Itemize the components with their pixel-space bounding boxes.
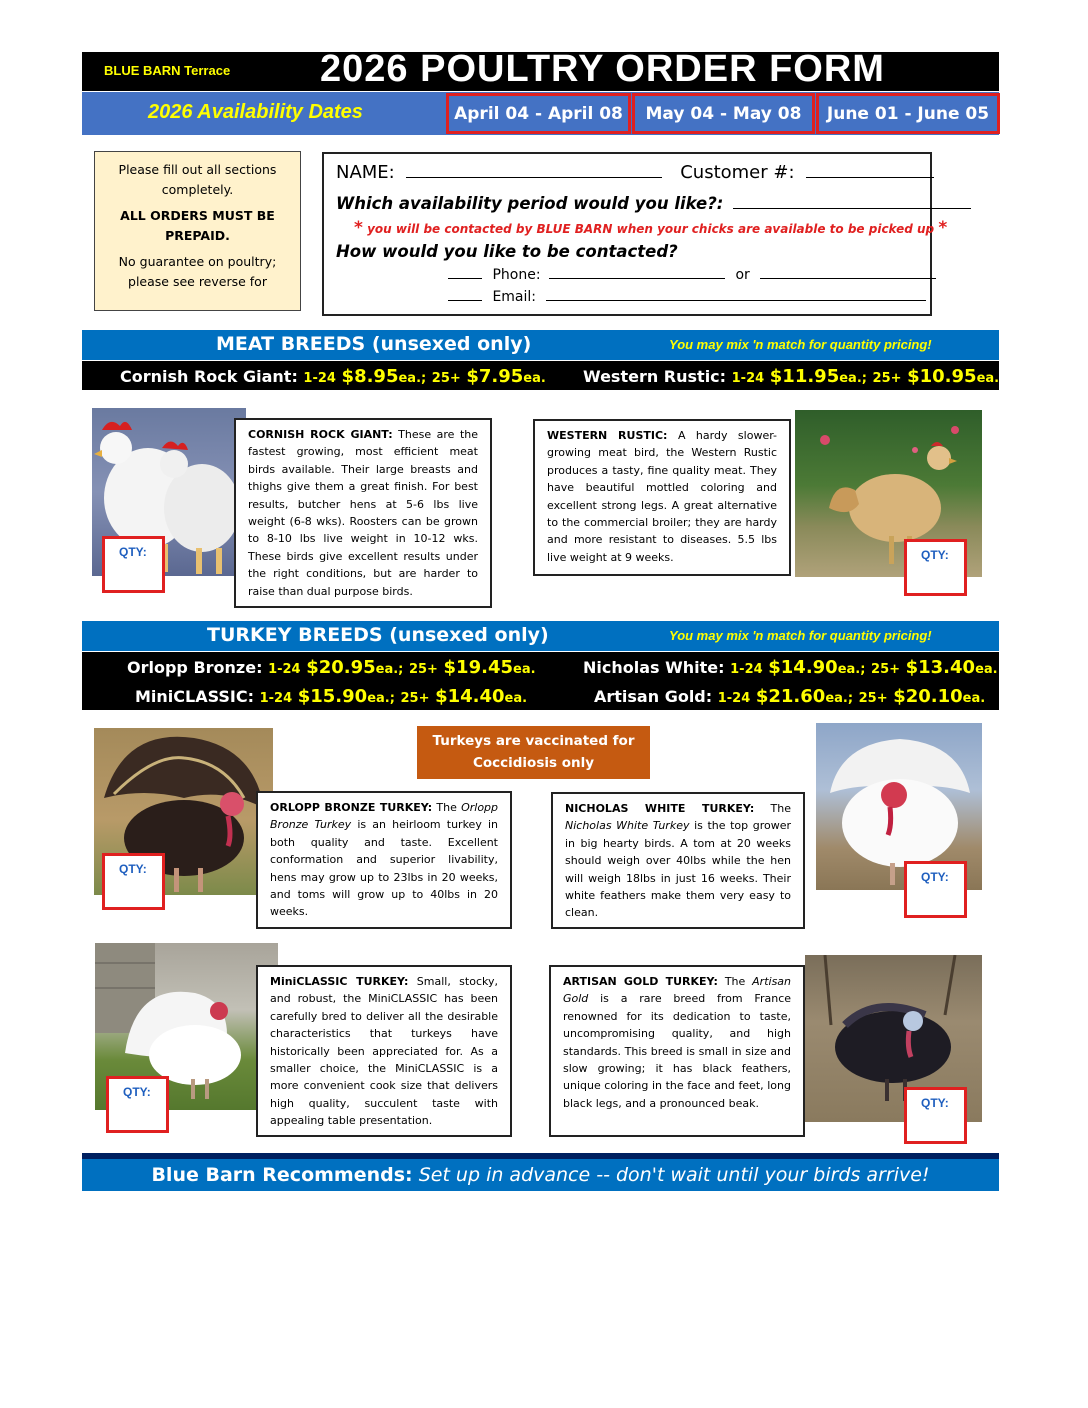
price-nicholas: Nicholas White: 1-24 $14.90ea.; 25+ $13.40ea.	[583, 657, 998, 678]
phone-label: Phone:	[492, 267, 541, 283]
desc-orlopp-pre: The	[436, 801, 457, 814]
contact-question: How would you like to be contacted?	[336, 242, 678, 261]
desc-nicholas-head: NICHOLAS WHITE TURKEY:	[565, 802, 755, 815]
desc-artisan-italic: Artisan Gold	[563, 975, 792, 1006]
page-title: 2026 POULTRY ORDER FORM	[320, 48, 885, 90]
turkey-mix-note: You may mix 'n match for quantity pricing!	[669, 628, 932, 643]
qty-label: QTY:	[123, 1085, 151, 1099]
date-option-may[interactable]: May 04 - May 08	[632, 93, 815, 134]
qty-artisan[interactable]	[904, 1087, 967, 1144]
note-star-left: *	[354, 218, 363, 238]
qty-cornish[interactable]	[102, 536, 165, 593]
desc-orlopp-head: ORLOPP BRONZE TURKEY:	[270, 801, 433, 814]
brand-name: BLUE BARN Terrace	[104, 63, 231, 78]
qty-western[interactable]	[904, 539, 967, 596]
period-question: Which availability period would you like?:	[336, 194, 724, 213]
qty-orlopp[interactable]	[102, 853, 165, 910]
meat-section-title: MEAT BREEDS (unsexed only)	[216, 333, 532, 355]
name-label: NAME:	[336, 162, 395, 183]
customer-form	[322, 152, 948, 316]
qty-label: QTY:	[921, 1096, 949, 1110]
qty-label: QTY:	[921, 870, 949, 884]
price-orlopp: Orlopp Bronze: 1-24 $20.95ea.; 25+ $19.45ea.	[127, 657, 536, 678]
phone-alt-field[interactable]	[760, 267, 936, 279]
desc-western-body: A hardy slower-growing meat bird, the Western Rustic produces a tasty, fine quality meat. They have beautiful mottled coloring and excellent strong legs. A great alternative to the commercial broiler; they are hardy and more resistant to diseases. 5.5 lbs live weight at 9 weeks.	[547, 429, 777, 564]
desc-western	[533, 419, 791, 576]
qty-miniclassic[interactable]	[106, 1076, 169, 1133]
phone-field[interactable]	[549, 267, 725, 279]
instructions-fill: Please fill out all sections completely.	[118, 162, 277, 197]
vaccination-note: Turkeys are vaccinated for Coccidiosis only	[417, 726, 650, 779]
recommendation-banner	[82, 1153, 999, 1191]
qty-label: QTY:	[921, 548, 949, 562]
name-field[interactable]	[406, 164, 662, 178]
availability-title: 2026 Availability Dates	[148, 101, 363, 123]
email-field[interactable]	[546, 289, 926, 301]
meat-mix-note: You may mix 'n match for quantity pricing!	[669, 337, 932, 352]
note-star-right: *	[938, 218, 948, 238]
desc-miniclassic	[256, 965, 512, 1137]
desc-cornish-head: CORNISH ROCK GIANT:	[248, 428, 393, 441]
desc-orlopp	[256, 791, 512, 929]
instructions-box	[94, 151, 301, 311]
desc-artisan-head: ARTISAN GOLD TURKEY:	[563, 975, 718, 988]
desc-nicholas-body: is the top grower in big hearty birds. A tom at 20 weeks should weigh over 40lbs while the hen will weigh 18lbs in just 16 weeks. Their white feathers make them very easy to clean.	[565, 819, 791, 920]
turkey-section-title: TURKEY BREEDS (unsexed only)	[207, 624, 549, 646]
phone-checkbox-line[interactable]	[448, 267, 482, 279]
desc-artisan	[549, 965, 805, 1137]
desc-artisan-pre: The	[724, 975, 746, 988]
desc-artisan-body: is a rare breed from France renowned for its dedication to taste, uncompromising quality, and high standards. This breed is small in size and slow growing; it has black feathers, unique coloring in the face and feet, long black legs, and a pronounced beak.	[563, 992, 792, 1110]
recommendation-text: Set up in advance -- don't wait until your birds arrive!	[418, 1164, 930, 1186]
price-artisan: Artisan Gold: 1-24 $21.60ea.; 25+ $20.10ea.	[594, 686, 986, 707]
desc-nicholas-italic: Nicholas White Turkey	[565, 819, 690, 833]
contact-note: you will be contacted by BLUE BARN when your chicks are available to be picked up	[367, 222, 935, 236]
desc-miniclassic-head: MiniCLASSIC TURKEY:	[270, 975, 409, 988]
email-label: Email:	[492, 289, 537, 305]
price-western: Western Rustic: 1-24 $11.95ea.; 25+ $10.95ea.	[583, 366, 1000, 387]
price-miniclassic: MiniCLASSIC: 1-24 $15.90ea.; 25+ $14.40ea.	[135, 686, 528, 707]
price-cornish: Cornish Rock Giant: 1-24 $8.95ea.; 25+ $7.95ea.	[120, 366, 546, 387]
customer-label: Customer #:	[680, 162, 795, 183]
desc-western-head: WESTERN RUSTIC:	[547, 429, 668, 442]
date-option-april[interactable]: April 04 - April 08	[446, 93, 631, 134]
date-option-june[interactable]: June 01 - June 05	[816, 93, 1000, 134]
instructions-prepaid: ALL ORDERS MUST BE PREPAID.	[120, 208, 275, 243]
qty-nicholas[interactable]	[904, 861, 967, 918]
customer-number-field[interactable]	[806, 164, 934, 178]
desc-nicholas-pre: The	[770, 802, 791, 815]
period-field[interactable]	[733, 195, 971, 209]
desc-cornish-body: These are the fastest growing, most efficient meat birds available. Their large breasts and thighs give them a great finish. For best results, butcher hens at 5-6 lbs live weight (6-8 wks). Roosters can be grown to 8-10 lbs live weight in 10-12 wks. These birds give excellent results under the right conditions, but are harder to raise than dual purpose birds.	[248, 428, 478, 598]
recommendation-label: Blue Barn Recommends:	[151, 1164, 413, 1186]
qty-label: QTY:	[119, 862, 147, 876]
qty-label: QTY:	[119, 545, 147, 559]
desc-nicholas	[551, 792, 805, 929]
email-checkbox-line[interactable]	[448, 289, 482, 301]
desc-miniclassic-body: Small, stocky, and robust, the MiniCLASSIC has been carefully bred to deliver all the desirable characteristics that turkeys have historically been appreciated for. As a smaller choice, the MiniCLASSIC is a more convenient cook size that delivers high quality, succulent taste with appealing table presentation.	[270, 975, 498, 1128]
desc-orlopp-italic: Orlopp Bronze Turkey	[270, 801, 499, 832]
or-label: or	[735, 267, 750, 283]
desc-cornish	[234, 418, 492, 608]
instructions-guarantee: No guarantee on poultry; please see reverse for	[118, 254, 277, 289]
desc-orlopp-body: is an heirloom turkey in both quality and taste. Excellent conformation and superior livability, hens may grow up to 23lbs in 20 weeks, and toms will grow up to 40lbs in 20 weeks.	[270, 818, 498, 919]
